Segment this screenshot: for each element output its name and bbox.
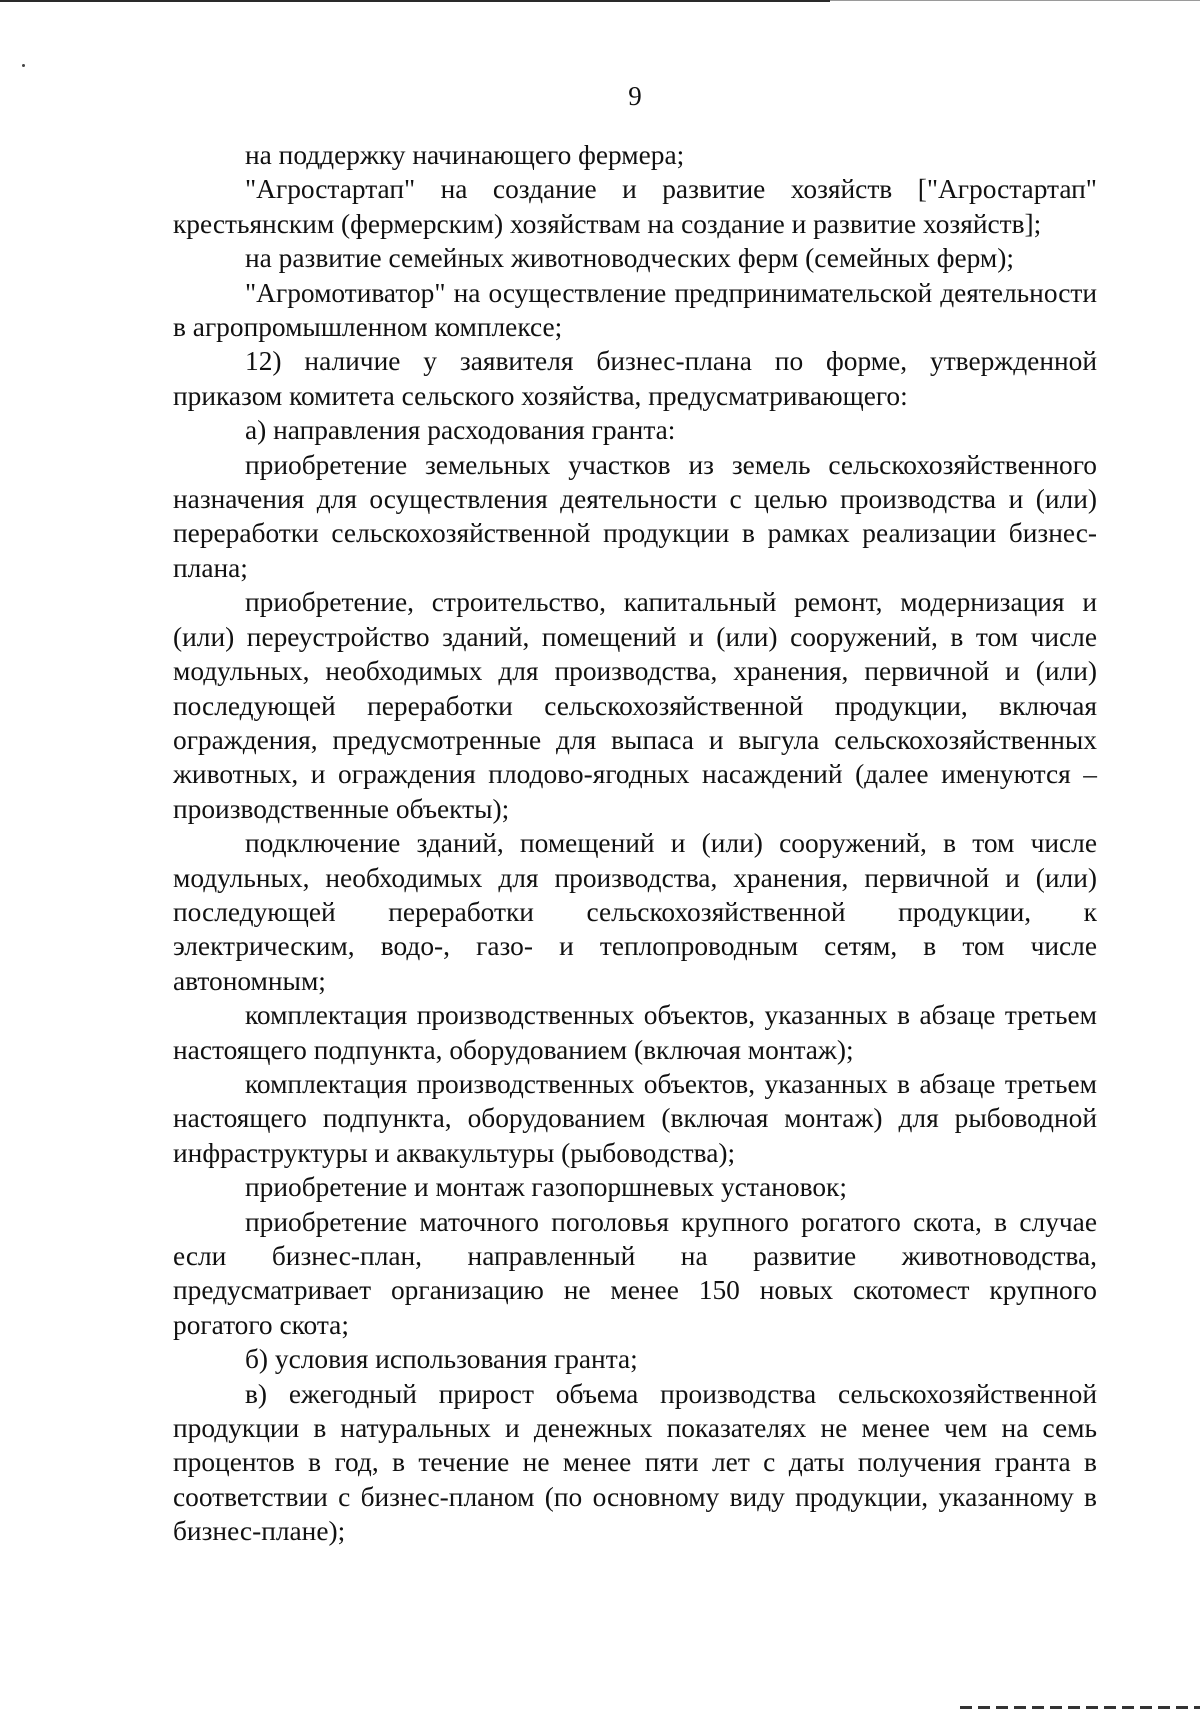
paragraph: подключение зданий, помещений и (или) сооружений, в том числе модульных, необходимых для производства, хранения, первичной и (или) последующей переработки сельскохозяйственной продукции, к электрическим, водо-, газо- и теплопроводным сетям, в том числе автономным; — [173, 828, 1097, 996]
document-body — [173, 138, 1097, 1549]
paragraph: "Агростартап" на создание и развитие хозяйств ["Агростартап" крестьянским (фермерским) хозяйствам на создание и развитие хозяйств]; — [173, 174, 1097, 239]
scan-edge-bottom — [960, 1706, 1200, 1709]
scan-speck — [22, 64, 25, 67]
paragraph: б) условия использования гранта; — [245, 1344, 638, 1375]
paragraph: приобретение и монтаж газопоршневых установок; — [245, 1172, 847, 1203]
paragraph: приобретение, строительство, капитальный ремонт, модернизация и (или) переустройство зданий, помещений и (или) сооружений, в том числе модульных, необходимых для производства, хранения, первичной и (или) последующей переработки сельскохозяйственной продукции, включая ограждения, предусмотренные для выпаса и выгула сельскохозяйственных животных, и ограждения плодово-ягодных насаждений (далее именуются – производственные объекты); — [173, 587, 1097, 824]
page-number: 9 — [628, 81, 642, 111]
paragraph: в) ежегодный прирост объема производства сельскохозяйственной продукции в натуральных и денежных показателях не менее чем на семь процентов в год, в течение не менее пяти лет с даты получения гранта в соответствии с бизнес-планом (по основному виду продукции, указанному в бизнес-плане); — [173, 1378, 1097, 1547]
paragraph: комплектация производственных объектов, указанных в абзаце третьем настоящего подпункта, оборудованием (включая монтаж) для рыбоводной инфраструктуры и аквакультуры (рыбоводства); — [173, 1068, 1097, 1168]
paragraph: на поддержку начинающего фермера; — [245, 140, 685, 170]
paragraph: на развитие семейных животноводческих ферм (семейных ферм); — [245, 243, 1014, 274]
paragraph: комплектация производственных объектов, указанных в абзаце третьем настоящего подпункта, оборудованием (включая монтаж); — [173, 1000, 1097, 1065]
paragraph: "Агромотиватор" на осуществление предпринимательской деятельности в агропромышленном комплексе; — [173, 277, 1097, 343]
paragraph: 12) наличие у заявителя бизнес-плана по форме, утвержденной приказом комитета сельского хозяйства, предусматривающего: — [173, 346, 1097, 411]
paragraph: приобретение маточного поголовья крупного рогатого скота, в случае если бизнес-план, направленный на развитие животноводства, предусматривает организацию не менее 150 новых скотомест крупного рогатого скота; — [173, 1206, 1097, 1340]
paragraph: приобретение земельных участков из земель сельскохозяйственного назначения для осуществления деятельности с целью производства и (или) переработки сельскохозяйственной продукции в рамках реализации бизнес-плана; — [173, 449, 1097, 583]
scan-edge-top-faint — [830, 0, 1200, 1]
paragraph: а) направления расходования гранта: — [245, 415, 676, 446]
scan-edge-top — [0, 0, 830, 2]
